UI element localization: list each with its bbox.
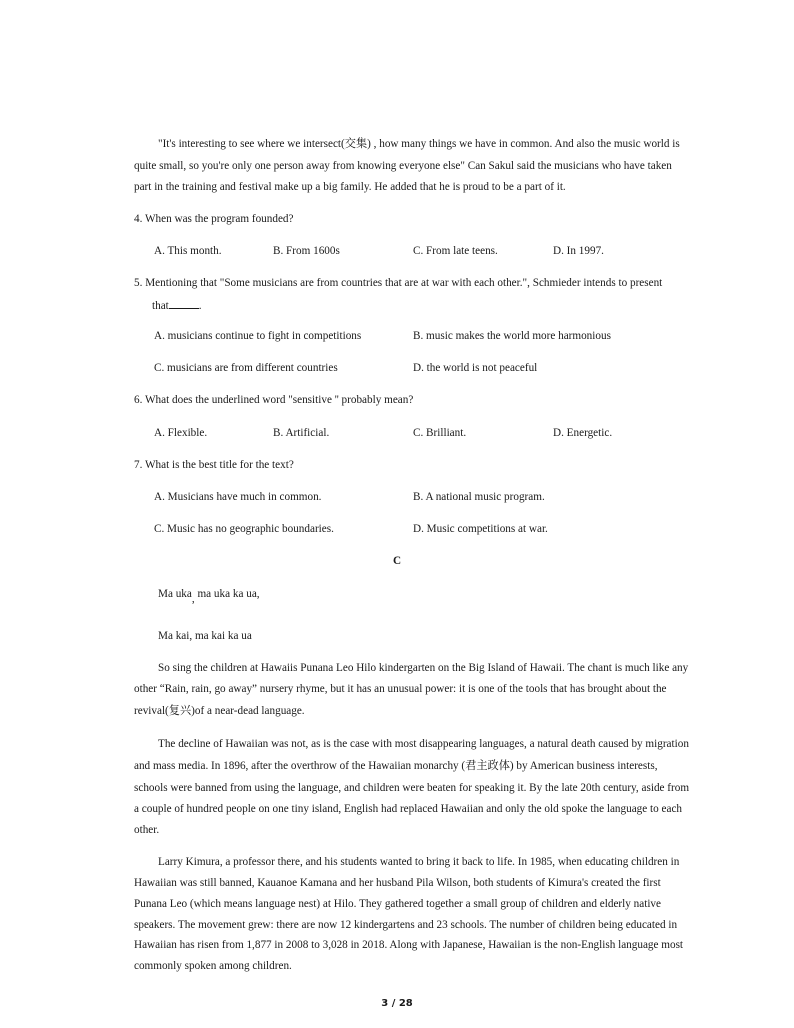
chant-line-1-part-b: ma uka ka ua, — [197, 588, 260, 600]
paragraph-1-line: revival(复兴)of a near-dead language. — [134, 705, 305, 717]
question-4-option-d[interactable]: D. In 1997. — [553, 245, 604, 257]
question-5-option-b[interactable]: B. music makes the world more harmonious — [413, 330, 611, 342]
paragraph-3-line: Hawaiian has risen from 1,877 in 2008 to 3,028 in 2018. Along with Japanese, Hawaiian is the non-English language most — [134, 939, 684, 951]
paragraph-2-line: other. — [134, 824, 160, 836]
answer-blank — [169, 297, 199, 309]
question-7-option-d[interactable]: D. Music competitions at war. — [413, 523, 548, 535]
question-6-option-d[interactable]: D. Energetic. — [553, 427, 613, 439]
passage-line: quite small, so you're only one person away from knowing everyone else" Can Sakul said the musicians who have taken — [134, 160, 672, 172]
paragraph-2-line: and mass media. In 1896, after the overthrow of the Hawaiian monarchy (君主政体) by American business interests, — [134, 760, 658, 772]
section-heading: C — [392, 555, 402, 567]
question-7-option-c[interactable]: C. Music has no geographic boundaries. — [154, 523, 334, 535]
paragraph-3-line: speakers. The movement grew: there are now 12 kindergartens and 23 schools. The number of children being educated in — [134, 919, 678, 931]
question-7-option-a[interactable]: A. Musicians have much in common. — [154, 491, 322, 503]
chant-line-2: Ma kai, ma kai ka ua — [158, 630, 252, 642]
question-4-option-c[interactable]: C. From late teens. — [413, 245, 498, 257]
paragraph-3-line: commonly spoken among children. — [134, 960, 292, 972]
question-6-option-c[interactable]: C. Brilliant. — [413, 427, 467, 439]
paragraph-3-line: Hawaiian was still banned, Kauanoe Kamana and her husband Pila Wilson, both students of Kimura's created the first — [134, 877, 661, 889]
chant-line-1-comma: , — [191, 593, 195, 605]
paragraph-1-line: So sing the children at Hawaiis Punana Leo Hilo kindergarten on the Big Island of Hawaii. The chant is much like any — [158, 662, 689, 674]
question-5-stem-end: . — [198, 300, 202, 312]
question-5-option-d[interactable]: D. the world is not peaceful — [413, 362, 538, 374]
question-4-stem: 4. When was the program founded? — [134, 213, 294, 225]
question-7-stem: 7. What is the best title for the text? — [134, 459, 294, 471]
paragraph-2-line: a couple of hundred people on one tiny island, English had replaced Hawaiian and only the old spoke the language to each — [134, 803, 683, 815]
question-4-option-a[interactable]: A. This month. — [154, 245, 222, 257]
question-4-option-b[interactable]: B. From 1600s — [273, 245, 340, 257]
paragraph-3-line: Punana Leo (which means language nest) at Hilo. They gathered together a small group of children and elderly native — [134, 898, 661, 910]
question-5-option-a[interactable]: A. musicians continue to fight in competitions — [154, 330, 362, 342]
question-6-stem: 6. What does the underlined word "sensitive '' probably mean? — [134, 394, 414, 406]
paragraph-2-line: The decline of Hawaiian was not, as is the case with most disappearing languages, a natural death caused by migration — [158, 738, 689, 750]
chant-line-1-part-a: Ma uka — [158, 588, 192, 600]
question-6-option-b[interactable]: B. Artificial. — [273, 427, 330, 439]
passage-line: part in the training and festival make up a big family. He added that he is proud to be a part of it. — [134, 181, 566, 193]
question-7-option-b[interactable]: B. A national music program. — [413, 491, 545, 503]
question-5-stem: 5. Mentioning that "Some musicians are from countries that are at war with each other.", Schmieder intends to present — [134, 277, 663, 289]
chant-line-1 — [158, 587, 260, 605]
paragraph-1-line: other “Rain, rain, go away” nursery rhyme, but it has an unusual power: it is one of the tools that has brought about the — [134, 683, 667, 695]
passage-line: "It's interesting to see where we intersect(交集) , how many things we have in common. And also the music world is — [158, 138, 680, 150]
paragraph-2-line: schools were banned from using the language, and children were beaten for speaking it. By the late 20th century, aside from — [134, 782, 690, 794]
question-5-stem-that: that — [152, 300, 169, 312]
question-6-option-a[interactable]: A. Flexible. — [154, 427, 208, 439]
question-5-option-c[interactable]: C. musicians are from different countries — [154, 362, 338, 374]
question-5-stem-continued — [152, 297, 202, 313]
page-number: 3 / 28 — [381, 998, 413, 1009]
paragraph-3-line: Larry Kimura, a professor there, and his students wanted to bring it back to life. In 1985, when educating children in — [158, 856, 680, 868]
